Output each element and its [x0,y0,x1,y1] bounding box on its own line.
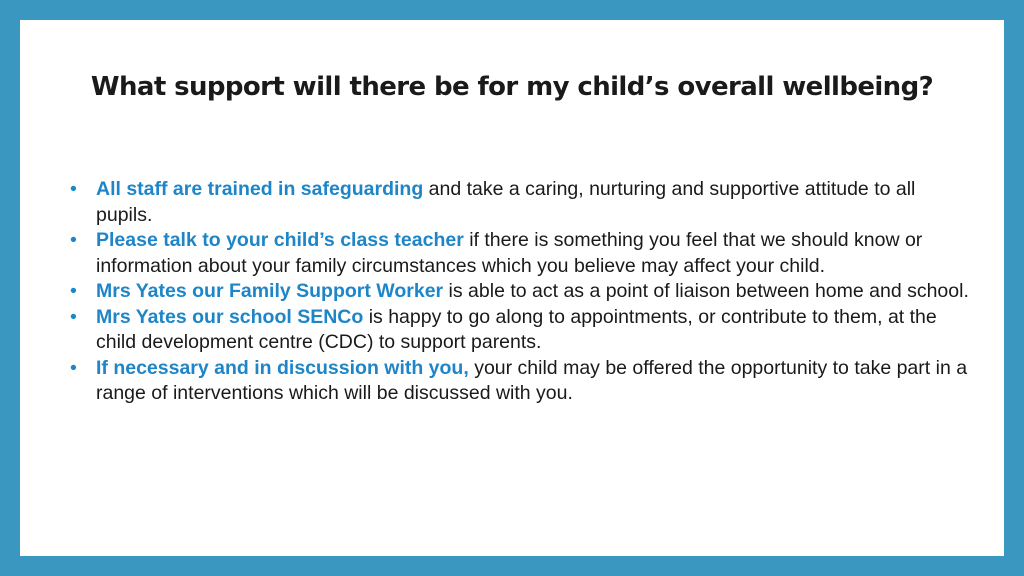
bullet-item [70,356,970,407]
bullet-icon: • [70,356,77,379]
bullet-highlight: If necessary and in discussion with you, [96,356,469,379]
bullet-text: if there is something you feel that we should know or information about your family circumstances which you believe may affect your child. [96,229,923,277]
bullet-text: is able to act as a point of liaison between home and school. [443,280,969,302]
bullet-list [70,177,970,407]
bullet-item [70,177,970,228]
slide-canvas [20,20,1004,556]
bullet-highlight: All staff are trained in safeguarding [96,178,424,200]
bullet-highlight: Mrs Yates our Family Support Worker [96,280,444,302]
bullet-text: and take a caring, nurturing and supportive attitude to all pupils. [96,178,916,226]
bullet-item [70,279,970,305]
slide-title: What support will there be for my child’s overall wellbeing? [90,72,934,102]
bullet-text: your child may be offered the opportunity to take part in a range of interventions which will be discussed with you. [96,356,968,404]
bullet-icon: • [70,178,77,200]
bullet-highlight: Please talk to your child’s class teacher [96,229,464,251]
bullet-icon: • [70,280,77,302]
bullet-icon: • [70,305,77,328]
bullet-item [70,228,970,279]
bullet-text: is happy to go along to appointments, or contribute to them, at the child development centre (CDC) to support parents. [96,305,937,353]
bullet-highlight: Mrs Yates our school SENCo [96,305,364,328]
bullet-icon: • [70,229,77,251]
bullet-item [70,305,970,356]
